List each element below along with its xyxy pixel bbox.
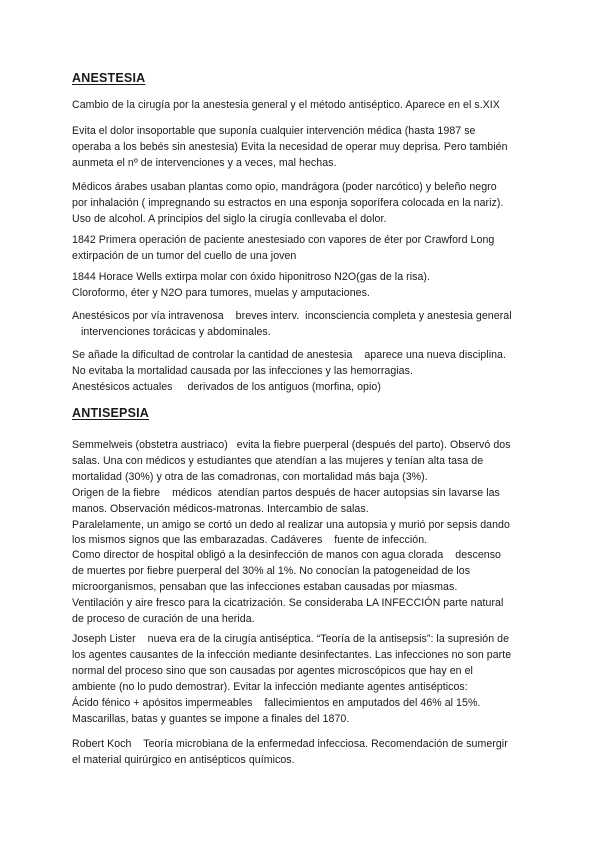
- text-line: 1844 Horace Wells extirpa molar con óxido hiponitroso N2O(gas de la risa).: [72, 271, 430, 283]
- text-line: intervenciones torácicas y abdominales.: [72, 325, 271, 338]
- text-line: salas. Una con médicos y estudiantes que atendían a las mujeres y tenían alta tasa de: [72, 454, 484, 467]
- text-line: de muertes por fiebre puerperal del 30% al 1%. No conocían la patogeneidad de los: [72, 564, 471, 577]
- section-heading-anestesia: ANESTESIA: [72, 71, 146, 85]
- paragraph: [72, 632, 542, 727]
- text-line: Uso de alcohol. A principios del siglo la cirugía conllevaba el dolor.: [72, 212, 387, 225]
- text-line: normal del proceso sino que son causadas por agentes microscópicos que hay en el: [72, 664, 473, 677]
- text-line: Anestésicos por vía intravenosa breves interv. inconsciencia completa y anestesia general: [72, 310, 512, 322]
- text-line: los agentes causantes de la infección mediante desinfectantes. Las infecciones no son parte: [72, 648, 512, 661]
- text-line: 1842 Primera operación de paciente anestesiado con vapores de éter por Crawford Long: [72, 234, 495, 246]
- text-line: Mascarillas, batas y guantes se impone a finales del 1870.: [72, 712, 350, 725]
- text-line: Cloroformo, éter y N2O para tumores, muelas y amputaciones.: [72, 286, 370, 299]
- text-line: el material quirúrgico en antisépticos químicos.: [72, 753, 295, 766]
- text-line: operaba a los bebés sin anestesia) Evita la necesidad de operar muy deprisa. Pero también: [72, 140, 508, 153]
- text-line: Semmelweis (obstetra austriaco) evita la fiebre puerperal (después del parto). Observó dos: [72, 439, 511, 451]
- text-line: No evitaba la mortalidad causada por las infecciones y las hemorragias.: [72, 364, 413, 377]
- paragraph: [72, 233, 542, 265]
- text-line: extirpación de un tumor del cuello de una joven: [72, 249, 297, 262]
- text-line: Cambio de la cirugía por la anestesia general y el método antiséptico. Aparece en el s.XIX: [72, 99, 500, 111]
- text-line: Como director de hospital obligó a la desinfección de manos con agua clorada descenso: [72, 549, 501, 561]
- text-line: los mismos signos que las embarazadas. Cadáveres fuente de infección.: [72, 534, 428, 547]
- text-line: Origen de la fiebre médicos atendían partos después de hacer autopsias sin lavarse las: [72, 486, 500, 499]
- text-line: por inhalación ( impregnando su estractos en una esponja soporífera colocada en la nariz).: [72, 196, 504, 209]
- text-line: Robert Koch Teoría microbiana de la enfermedad infecciosa. Recomendación de sumergir: [72, 738, 508, 750]
- text-line: Paralelamente, un amigo se cortó un dedo al realizar una autopsia y murió por sepsis dando: [72, 518, 510, 531]
- text-line: Joseph Lister nueva era de la cirugía antiséptica. “Teoría de la antisepsis”: la supresión de: [72, 633, 510, 645]
- paragraph: [72, 309, 542, 341]
- text-line: Ácido fénico + apósitos impermeables fallecimientos en amputados del 46% al 15%.: [72, 696, 481, 709]
- paragraph: [72, 98, 542, 114]
- text-line: ambiente (no lo pudo demostrar). Evitar la infección mediante agentes antisépticos:: [72, 680, 468, 693]
- paragraph: [72, 438, 542, 549]
- text-line: microorganismos, pensaban que las infecciones estaban causadas por miasmas.: [72, 580, 458, 593]
- text-line: Evita el dolor insoportable que suponía cualquier intervención médica (hasta 1987 se: [72, 125, 476, 137]
- text-line: Ventilación y aire fresco para la cicatrización. Se consideraba LA INFECCIÓN parte natural: [72, 596, 504, 609]
- text-line: Se añade la dificultad de controlar la cantidad de anestesia aparece una nueva disciplina.: [72, 349, 506, 361]
- paragraph: [72, 737, 542, 769]
- text-line: manos. Observación médicos-matronas. Intercambio de salas.: [72, 502, 369, 515]
- paragraph: [72, 180, 542, 228]
- text-line: Anestésicos actuales derivados de los antiguos (morfina, opio): [72, 380, 381, 393]
- paragraph: [72, 548, 542, 628]
- paragraph: [72, 348, 542, 396]
- text-line: mortalidad (30%) y otra de las comadronas, con mortalidad más baja (3%).: [72, 470, 428, 483]
- text-line: de proceso de curación de una herida.: [72, 612, 255, 625]
- section-heading-antisepsia: ANTISEPSIA: [72, 406, 150, 420]
- paragraph: [72, 270, 542, 302]
- text-line: Médicos árabes usaban plantas como opio, mandrágora (poder narcótico) y beleño negro: [72, 181, 497, 193]
- text-line: aunmeta el nº de intervenciones y a veces, mal hechas.: [72, 156, 337, 169]
- paragraph: [72, 124, 542, 172]
